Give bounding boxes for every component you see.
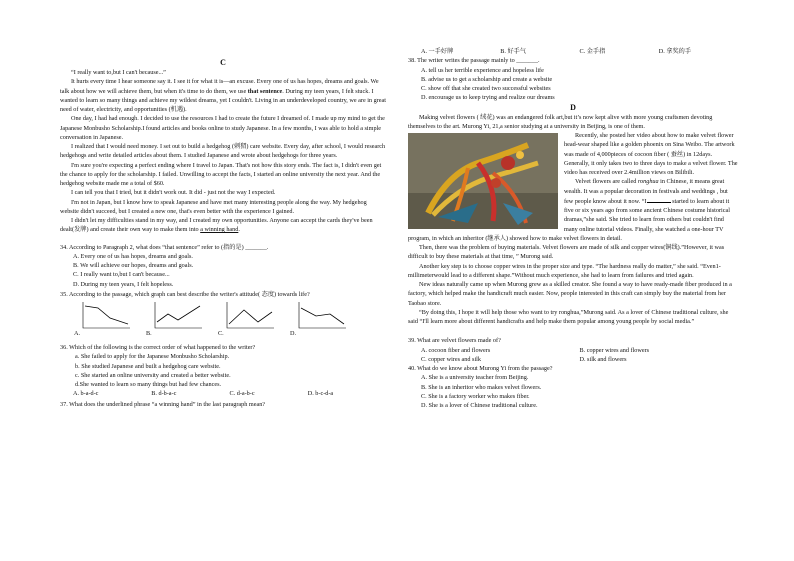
paragraph: I can tell you that I tried, but it didn't work out. It did - just not the way I expected. bbox=[71, 189, 276, 197]
question-39-options-row2 bbox=[408, 355, 738, 364]
answer-blank bbox=[647, 196, 671, 203]
paragraph: Making velvet flowers ( 绒花) was an endangered folk art,but it’s now kept alive with more young craftsmen devoting themselves to the art. Murong Yi, 21,a senior studying at a university in Beijing, is one of them. bbox=[408, 113, 713, 130]
event-a: a. She failed to apply for the Japanese Monbusho Scholarship. bbox=[75, 353, 230, 361]
option-34d: D. During my teen years, I felt hopeless. bbox=[73, 280, 174, 288]
paragraph: I'm sure you're expecting a perfect ending where I travel to Japan. That's not how this story ends. The fact is, I didn't even get the chance to apply for the scholarship. I failed. Unwilling to accept the facts, I started an online university the next year. And the hedgehog website made me a total of $60. bbox=[60, 161, 382, 187]
paragraph: “By doing this, I hope it will help those who want to try ronghua,”Murong said. As a lover of Chinese traditional culture, she said “I'll learn more about different handicrafts and help make them popular among young people by social media.” bbox=[408, 308, 729, 325]
underlined-phrase-winning-hand: a winning hand bbox=[200, 226, 239, 234]
option-39d: D. silk and flowers bbox=[579, 355, 627, 363]
paragraph: I'm not in Japan, but I know how to speak Japanese and have met many interesting people along the way. My hedgehog website didn't succeed, but I created a new one, that's even better with the experience I gained. bbox=[60, 198, 367, 215]
option-36a: A. b-a-d-c bbox=[73, 390, 99, 398]
graph-b-plot bbox=[152, 300, 204, 332]
paragraph: “I really want to,but I can't because...” bbox=[71, 69, 166, 76]
option-37c: C. 金手指 bbox=[579, 48, 606, 55]
paragraph: Another key step is to choose copper wires in the proper size and type. “The hardness really do matter,” she said. “Even1-millimeterwould lead to a different shape.”Without much experience, she had to learn from failures and tried again. bbox=[408, 262, 721, 279]
graph-a-label: A. bbox=[74, 329, 81, 337]
graph-d-plot bbox=[296, 300, 348, 332]
event-b: b. She studied Japanese and built a hedgehog care website. bbox=[75, 362, 221, 370]
paragraph: I didn't let my difficulties stand in my way, and I created my own opportunities. Anyone can accept the cards they've been dealt(发牌) and create their own way to make them into a winning hand. bbox=[60, 217, 373, 234]
graph-d-label: D. bbox=[290, 329, 297, 337]
graph-b bbox=[146, 300, 204, 338]
paragraph: I realized that I would need money. I set out to build a hedgehog (刺猬) care website. Every day, after school, I would research hedgehogs and write detailed articles about them. I studied Japanese and wrote about hedgehogs for three years. bbox=[60, 143, 386, 160]
option-38c: C. show off that she created two successful websites bbox=[421, 85, 551, 92]
option-39a: A. cocoon fiber and flowers bbox=[421, 346, 491, 354]
passage-d-title: D bbox=[570, 102, 576, 112]
question-39: 39. What are velvet flowers made of? bbox=[408, 337, 501, 345]
option-39c: C. copper wires and silk bbox=[421, 355, 481, 363]
graph-c bbox=[218, 300, 276, 338]
option-34a: A. Every one of us has hopes, dreams and goals. bbox=[73, 252, 193, 260]
paragraph: Recently, she posted her video about how to make velvet flower head-wear shaped like a golden phoenix on Sina Weibo. The artwork was made of 4,000pieces of cocoon fiber ( 蚕丝) in 12days. Generally, it only takes two to three days to make a velvet flower. The video has received over 2.4million views on Bilibili. bbox=[564, 132, 738, 176]
bold-phrase-that-sentence: that sentence bbox=[247, 87, 283, 95]
paragraph: Velvet flowers are called ronghua in Chinese, it means great wealth. It was a popular decoration in festivals and weddings , but few people know about it now. “I started to learn about it five or six years ago from some ancient Chinese costume historical dramas,”she said. She tried to learn from others but couldn't find many online tutorial videos. Finally, she watched a one-hour TV program, in which an inheritor (继承人) showed how to make velvet flowers in detail. bbox=[408, 178, 730, 242]
question-36-options bbox=[60, 389, 386, 398]
graph-c-label: C. bbox=[218, 329, 224, 337]
left-column bbox=[60, 0, 386, 409]
option-40d: D. She is a lover of Chinese traditional culture. bbox=[421, 402, 538, 409]
graph-c-plot bbox=[224, 300, 276, 332]
question-34: 34. According to Paragraph 2, what does “that sentence” refer to (指的是) _______. bbox=[60, 243, 269, 251]
question-39-options-row1 bbox=[408, 346, 738, 355]
option-37a: A. 一手好牌 bbox=[421, 48, 454, 55]
option-38b: B. advise us to get a scholarship and create a website bbox=[421, 75, 553, 83]
question-40: 40. What do we know about Murong Yi from the passage? bbox=[408, 365, 553, 372]
option-34b: B. We will achieve our hopes, dreams and goals. bbox=[73, 262, 194, 269]
phoenix-headwear-photo bbox=[408, 133, 558, 229]
option-38d: D. encourage us to keep trying and realize our dreams bbox=[421, 94, 555, 102]
event-c: c. She started an online university and created a better website. bbox=[75, 371, 231, 379]
graph-options bbox=[60, 300, 386, 342]
option-40a: A. She is a university teacher from Beijing. bbox=[421, 374, 529, 382]
phoenix-velvet-flower-image bbox=[408, 133, 558, 229]
question-37: 37. What does the underlined phrase “a winning hand” in the last paragraph mean? bbox=[60, 400, 266, 408]
graph-b-label: B. bbox=[146, 329, 152, 337]
graph-a-plot bbox=[80, 300, 132, 332]
paragraph: Then, there was the problem of buying materials. Velvet flowers are made of silk and copper wires(铜线).”However, it was difficult to buy these materials at that time, ” Murong said. bbox=[408, 244, 725, 261]
question-36: 36. Which of the following is the correct order of what happened to the writer? bbox=[60, 344, 256, 351]
option-37d: D. 拿奖的手 bbox=[658, 48, 692, 55]
event-d: d.She wanted to learn so many things but had few chances. bbox=[75, 381, 222, 388]
option-34c: C. I really want to,but I can't because... bbox=[73, 271, 170, 279]
question-38: 38. The writer writes the passage mainly to _______. bbox=[408, 57, 540, 65]
passage-c-title: C bbox=[220, 58, 226, 67]
option-36b: B. d-b-a-c bbox=[151, 390, 177, 398]
graph-d bbox=[290, 300, 348, 338]
graph-a bbox=[74, 300, 132, 338]
option-39b: B. copper wires and flowers bbox=[579, 346, 650, 354]
paragraph: New ideas naturally came up when Murong grew as a skilled creator. She found a way to have ready-made fiber produced in a factory, which helped make the handicraft much easier. Now, people interested in this craft can simply buy the material from her Taobao store. bbox=[408, 281, 732, 307]
option-36d: D. b-c-d-a bbox=[307, 390, 334, 398]
option-40c: C. She is a factory worker who makes fiber. bbox=[421, 392, 530, 400]
option-38a: A. tell us her terrible experience and hopeless life bbox=[421, 66, 544, 74]
option-36c: C. d-a-b-c bbox=[229, 390, 255, 398]
paragraph: It hurts every time I hear someone say it. I see it for what it is—an excuse. Every one of us has hopes, dreams and goals. We talk about how we will achieve them, but when it's time to do them, we use that sentence. During my teen years, I felt stuck. I wanted to learn so many things and achieve my wildest dreams, yet I couldn't. Living in an underdeveloped country, we are in great need of water, electricity, and opportunities (机遇). bbox=[60, 78, 386, 113]
paragraph: One day, I had had enough. I decided to use the resources I had to create the future I dreamed of. I made up my mind to get the Japanese Monbusho Scholarship.I found articles and books online to study Japanese. In a few months, I was able to hold a simple conversation in Japanese. bbox=[60, 115, 385, 141]
option-37b: B. 好手气 bbox=[500, 48, 527, 55]
option-40b: B. She is an inheritor who makes velvet flowers. bbox=[421, 383, 542, 391]
right-column bbox=[408, 0, 738, 410]
question-37-options bbox=[408, 47, 738, 56]
question-35: 35. According to the passage, which graph can best describe the writer's attitude( 态度) towards life? bbox=[60, 290, 310, 298]
